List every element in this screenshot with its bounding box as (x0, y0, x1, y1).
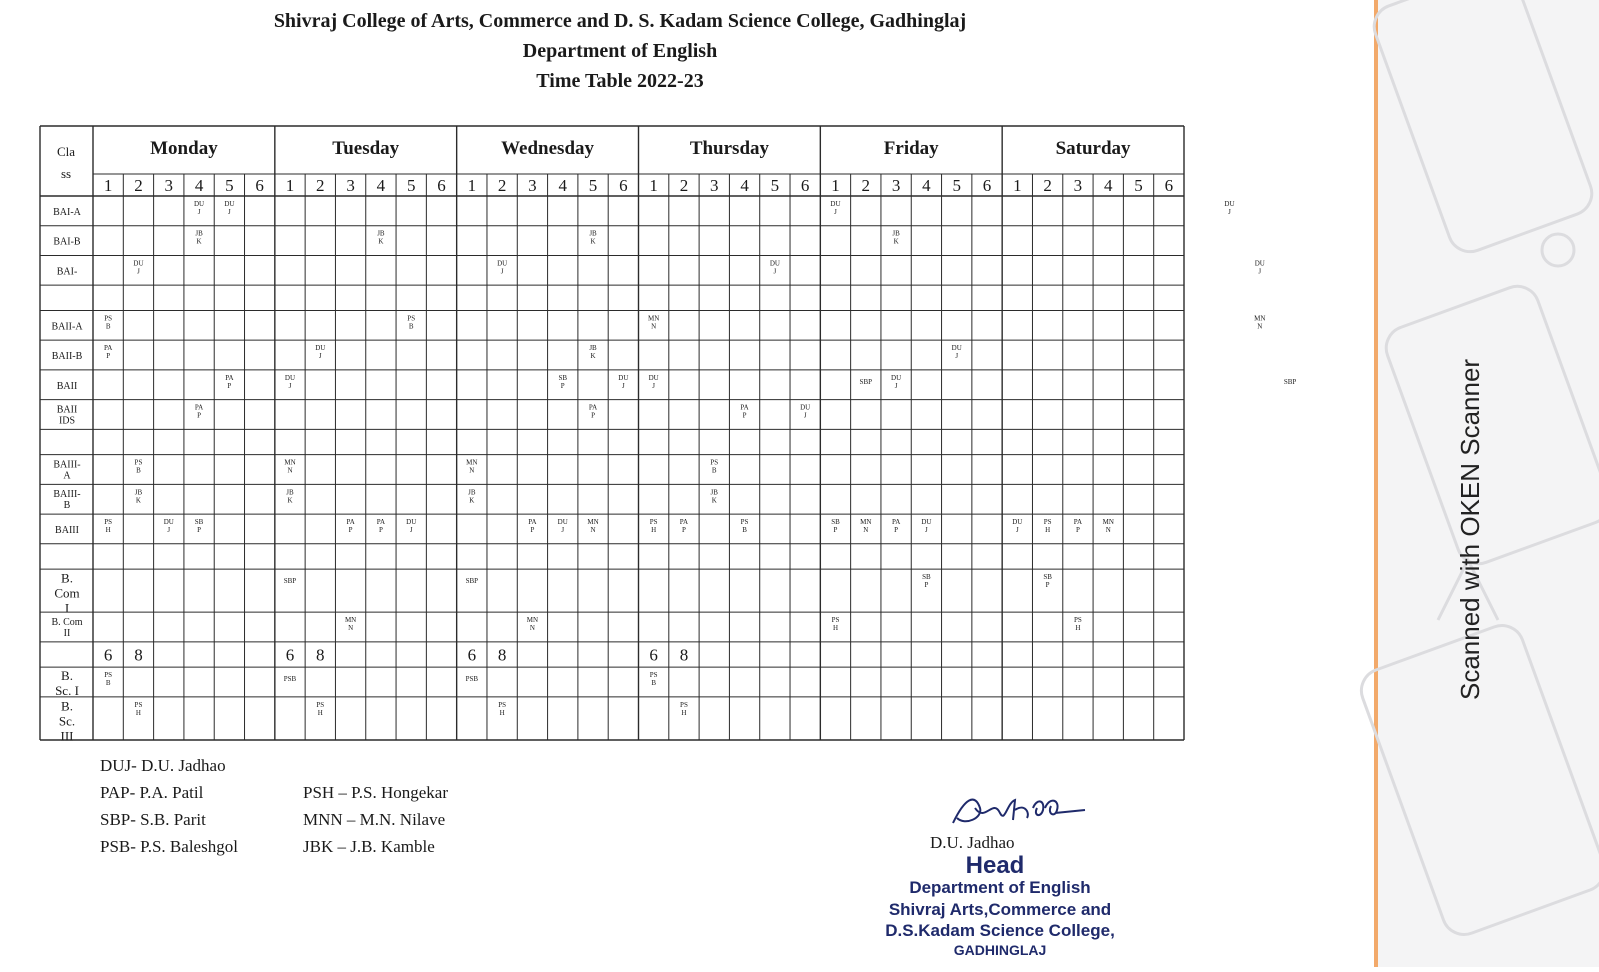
teacher-code: P (106, 352, 111, 361)
signature-scribble (945, 778, 1095, 838)
teacher-code: PS (104, 671, 113, 680)
teacher-code: PS (1043, 518, 1052, 527)
teacher-code: PS (104, 518, 113, 527)
class-label: BAII (56, 404, 78, 416)
class-label: III (60, 728, 74, 744)
teacher-code: H (499, 708, 505, 717)
teacher-code: PS (134, 700, 143, 709)
teacher-code: PS (710, 458, 719, 467)
phone-outline-pattern (1378, 0, 1599, 967)
teacher-code: JB (589, 344, 597, 353)
teacher-code: DU (891, 373, 902, 382)
teacher-code: P (560, 381, 565, 390)
period-number: 2 (134, 176, 143, 195)
teacher-code: PA (679, 518, 689, 527)
teacher-code: N (469, 466, 475, 475)
teacher-code: J (925, 526, 928, 535)
teacher-code: DU (1254, 259, 1265, 268)
teacher-code: B (711, 466, 717, 475)
legend-item: PSB- P.S. Baleshgol (100, 837, 238, 856)
teacher-code: P (378, 526, 383, 535)
lab-period-count: 6 (103, 645, 113, 665)
teacher-code: DU (921, 518, 932, 527)
teacher-code: SBP (465, 577, 479, 586)
period-number: 3 (1073, 176, 1083, 195)
period-number: 4 (558, 176, 567, 195)
class-label: BAIII- (53, 459, 81, 471)
class-label: BAIII- (53, 489, 81, 501)
signatory-name: D.U. Jadhao (930, 833, 1015, 852)
teacher-code: J (409, 526, 413, 535)
teacher-code: J (894, 381, 898, 390)
teacher-code: J (197, 208, 201, 216)
teacher-code: JB (589, 229, 597, 238)
period-number: 4 (922, 176, 931, 195)
teacher-code: PSB (283, 675, 297, 684)
period-number: 4 (194, 176, 204, 195)
timetable-grid (40, 126, 1297, 744)
teacher-code: N (348, 624, 354, 633)
legend-right (303, 779, 448, 860)
teacher-code: H (651, 526, 657, 535)
lab-period-count: 8 (497, 645, 507, 665)
teacher-code: SB (922, 573, 931, 582)
teacher-code: JB (134, 488, 143, 497)
period-number: 3 (164, 176, 174, 195)
teacher-code: J (500, 267, 504, 276)
teacher-code: JB (710, 488, 718, 497)
period-number: 6 (1164, 176, 1174, 195)
teacher-code: J (834, 208, 837, 216)
teacher-code: DU (133, 259, 144, 268)
period-number: 6 (437, 176, 446, 195)
teacher-code: MN (587, 518, 599, 527)
teacher-code: PS (407, 314, 416, 323)
teacher-code: H (1075, 624, 1081, 633)
scanner-side-panel (1378, 0, 1599, 967)
teacher-code: MN (466, 458, 478, 467)
teacher-code: J (288, 381, 292, 390)
legend-item: JBK – J.B. Kamble (303, 837, 435, 856)
lab-period-count: 6 (649, 645, 658, 665)
teacher-code: PA (194, 403, 204, 412)
class-label: BAII-A (51, 321, 83, 333)
teacher-code: DU (224, 200, 235, 208)
teacher-code: H (1045, 526, 1051, 535)
period-number: 4 (740, 176, 749, 195)
lab-period-count: 8 (679, 645, 689, 665)
stamp-title: Head (965, 852, 1025, 879)
period-number: 3 (528, 176, 537, 195)
period-number: 1 (467, 176, 477, 195)
period-number: 6 (982, 176, 992, 195)
teacher-code: J (1228, 208, 1231, 216)
teacher-code: PS (680, 700, 688, 709)
class-label: BAII (56, 380, 78, 392)
lab-period-count: 6 (467, 645, 477, 665)
teacher-code: PA (740, 403, 749, 412)
teacher-code: K (378, 237, 384, 246)
teacher-code: J (318, 352, 322, 361)
class-label: BAI-A (53, 206, 81, 218)
teacher-code: SBP (859, 377, 873, 386)
teacher-code: PS (831, 616, 840, 625)
class-header: ss (60, 166, 72, 181)
teacher-code: SB (194, 518, 204, 527)
period-number: 1 (649, 176, 658, 195)
teacher-code: MN (1254, 314, 1266, 323)
teacher-code: H (317, 708, 323, 717)
teacher-code: B (105, 679, 111, 688)
legend-item: PSH – P.S. Hongekar (303, 783, 448, 802)
period-number: 3 (346, 176, 355, 195)
class-label: B (63, 500, 71, 512)
day-header: Friday (883, 138, 939, 159)
class-label: BAI-B (53, 236, 81, 248)
stamp-college-line2: D.S.Kadam Science College, (885, 921, 1115, 940)
lab-period-count: 6 (285, 645, 295, 665)
teacher-code: SBP (1283, 377, 1297, 386)
period-number: 6 (800, 176, 810, 195)
teacher-code: PA (225, 373, 234, 382)
teacher-code: K (893, 237, 899, 246)
teacher-code: MN (344, 616, 357, 625)
period-number: 5 (1134, 176, 1143, 195)
teacher-code: B (408, 322, 414, 331)
teacher-code: PA (528, 518, 537, 527)
class-label: Sc. I (55, 683, 79, 699)
teacher-code: J (773, 267, 777, 276)
stamp-college-line1: Shivraj Arts,Commerce and (888, 900, 1112, 919)
teacher-code: PA (891, 518, 901, 527)
teacher-code: N (590, 526, 596, 535)
stamp-department: Department of English (909, 878, 1091, 897)
class-label: B. Com (51, 617, 83, 629)
teacher-code: P (348, 526, 353, 535)
teacher-code: PS (316, 700, 325, 709)
teacher-code: J (561, 526, 565, 535)
period-number: 2 (679, 176, 689, 195)
teacher-code: PS (134, 458, 143, 467)
teacher-code: MN (284, 458, 296, 467)
period-number: 1 (831, 176, 840, 195)
period-number: 3 (710, 176, 719, 195)
day-header: Saturday (1055, 138, 1131, 159)
lab-period-count: 8 (134, 645, 143, 665)
teacher-code: MN (860, 518, 872, 527)
teacher-code: J (1015, 526, 1019, 535)
teacher-code: P (682, 526, 686, 535)
teacher-code: MN (1102, 518, 1114, 527)
teacher-code: PA (1073, 518, 1083, 527)
legend-item: SBP- S.B. Parit (100, 810, 206, 829)
college-name: Shivraj College of Arts, Commerce and D. S. Kadam Science College, Gadhinglaj (273, 10, 967, 32)
period-number: 5 (770, 176, 780, 195)
teacher-code: DU (163, 518, 174, 527)
teacher-code: J (652, 381, 656, 390)
teacher-code: N (1105, 526, 1111, 535)
day-header: Monday (150, 138, 218, 159)
legend-item: DUJ- D.U. Jadhao (100, 756, 226, 775)
class-label: II (63, 628, 71, 640)
teacher-code: N (651, 322, 657, 331)
teacher-code: H (681, 708, 687, 717)
period-number: 6 (619, 176, 628, 195)
teacher-code: P (197, 526, 202, 535)
teacher-code: P (924, 581, 929, 590)
teacher-code: B (651, 679, 656, 688)
period-number: 5 (588, 176, 598, 195)
teacher-code: N (287, 466, 293, 475)
teacher-code: B (105, 322, 111, 331)
teacher-code: N (863, 526, 869, 535)
teacher-code: N (529, 624, 535, 633)
teacher-code: DU (648, 373, 659, 382)
teacher-code: MN (648, 314, 660, 323)
teacher-code: DU (315, 344, 326, 353)
class-label: BAI- (56, 266, 78, 278)
teacher-code: J (621, 381, 625, 390)
teacher-code: SBP (283, 577, 297, 586)
class-label: B. (61, 570, 73, 586)
day-header: Wednesday (501, 138, 595, 159)
teacher-code: K (711, 496, 717, 505)
period-number: 2 (316, 176, 325, 195)
teacher-code: JB (195, 229, 203, 238)
teacher-code: SB (831, 518, 840, 527)
class-label: Sc. (58, 713, 76, 729)
class-label: BAII-B (51, 351, 83, 363)
teacher-code: DU (830, 200, 841, 208)
teacher-code: DU (497, 259, 508, 268)
teacher-code: J (228, 208, 231, 216)
period-number: 4 (1103, 176, 1113, 195)
teacher-code: J (137, 267, 140, 276)
timetable-title: Time Table 2022-23 (536, 70, 704, 92)
teacher-code: PS (1074, 616, 1082, 625)
period-number: 5 (952, 176, 961, 195)
teacher-code: K (590, 352, 596, 361)
day-header: Tuesday (332, 138, 400, 159)
day-header: Thursday (689, 138, 770, 159)
period-number: 5 (225, 176, 234, 195)
class-label: Com (54, 585, 80, 601)
period-number: 1 (1013, 176, 1022, 195)
department-title: Department of English (522, 40, 718, 62)
class-label: B. (61, 668, 73, 684)
teacher-code: P (742, 411, 747, 420)
class-label: IDS (58, 415, 76, 427)
period-number: 3 (891, 176, 901, 195)
class-header: Cla (56, 144, 76, 159)
teacher-code: J (167, 526, 171, 535)
teacher-code: DU (1224, 200, 1235, 208)
teacher-code: DU (557, 518, 568, 527)
teacher-code: J (803, 411, 807, 420)
teacher-code: DU (951, 344, 962, 353)
teacher-code: MN (526, 616, 539, 625)
teacher-code: B (136, 466, 141, 475)
teacher-code: PA (103, 344, 113, 353)
teacher-code: P (894, 526, 899, 535)
teacher-code: P (197, 411, 202, 420)
teacher-code: H (832, 624, 839, 633)
teacher-code: DU (1012, 518, 1023, 527)
period-number: 4 (376, 176, 386, 195)
teacher-code: PA (376, 518, 386, 527)
teacher-code: PS (649, 671, 658, 680)
period-number: 1 (103, 176, 113, 195)
period-number: 5 (406, 176, 416, 195)
teacher-code: PS (498, 700, 507, 709)
period-number: 1 (285, 176, 295, 195)
teacher-code: K (135, 496, 141, 505)
teacher-code: J (1258, 267, 1262, 276)
teacher-code: P (833, 526, 838, 535)
teacher-code: JB (286, 488, 294, 497)
period-number: 2 (861, 176, 871, 195)
teacher-code: SB (1043, 573, 1052, 582)
teacher-code: PSB (465, 675, 479, 684)
teacher-code: DU (406, 518, 417, 527)
teacher-code: PS (740, 518, 749, 527)
legend-item: MNN – M.N. Nilave (303, 810, 446, 829)
stamp-town: GADHINGLAJ (953, 942, 1047, 958)
teacher-code: DU (618, 373, 629, 382)
class-label: BAIII (55, 524, 79, 536)
teacher-code: K (469, 496, 475, 505)
teacher-code: PS (649, 518, 658, 527)
teacher-code: DU (284, 373, 296, 382)
legend-item: PAP- P.A. Patil (100, 783, 204, 802)
teacher-code: JB (892, 229, 900, 238)
scanner-watermark: Scanned with OKEN Scanner (1455, 358, 1485, 700)
teacher-code: PA (588, 403, 598, 412)
teacher-code: P (1075, 526, 1080, 535)
teacher-code: K (287, 496, 293, 505)
teacher-code: P (1045, 581, 1050, 590)
teacher-code: P (591, 411, 595, 420)
class-label: B. (61, 698, 73, 714)
teacher-code: PA (346, 518, 355, 527)
teacher-code: H (105, 526, 111, 535)
teacher-code: DU (769, 259, 780, 268)
teacher-code: K (196, 237, 202, 246)
lab-period-count: 8 (316, 645, 325, 665)
teacher-code: K (590, 237, 596, 246)
teacher-code: P (227, 381, 232, 390)
teacher-code: H (135, 708, 141, 717)
teacher-code: J (955, 352, 959, 361)
class-label: I (64, 600, 70, 616)
teacher-code: DU (800, 403, 811, 412)
teacher-code: B (742, 526, 747, 535)
period-number: 2 (1043, 176, 1052, 195)
teacher-code: JB (468, 488, 476, 497)
legend-left (100, 752, 238, 860)
teacher-code: JB (377, 229, 385, 238)
teacher-code: N (1257, 322, 1263, 331)
period-number: 6 (255, 176, 264, 195)
teacher-code: PS (104, 314, 113, 323)
teacher-code: SB (558, 373, 568, 382)
class-label: A (63, 470, 71, 482)
teacher-code: DU (194, 200, 205, 208)
teacher-code: P (530, 526, 535, 535)
period-number: 2 (497, 176, 507, 195)
